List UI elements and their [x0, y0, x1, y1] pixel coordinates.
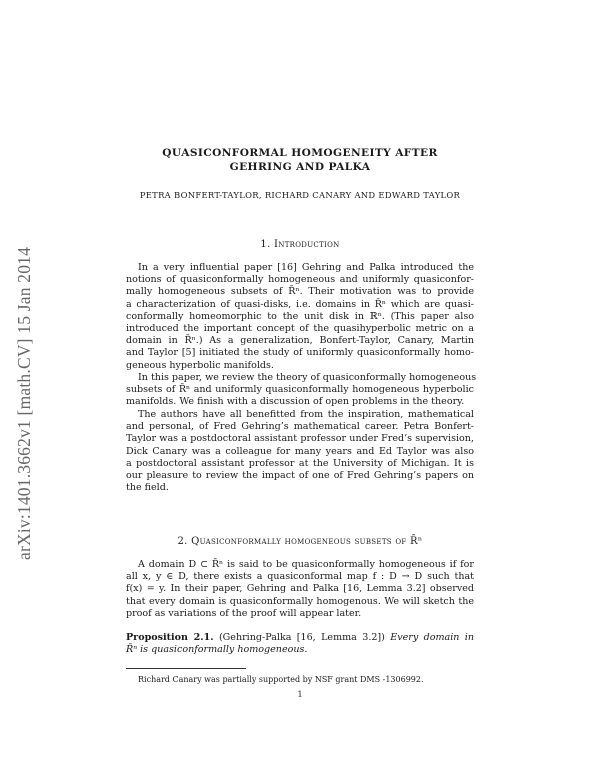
text-line: domain in R̄ⁿ.) As a generalization, Bonfert-Taylor, Canary, Martin	[126, 335, 474, 347]
text-line: our pleasure to review the impact of one of Fred Gehring’s papers on	[126, 469, 474, 481]
arxiv-stamp: arXiv:1401.3662v1 [math.CV] 15 Jan 2014	[14, 246, 34, 560]
paper-title-line-2: GEHRING AND PALKA	[229, 161, 371, 173]
text-line: all x, y ∈ D, there exists a quasiconformal map f : D → D such that	[126, 571, 474, 583]
paper-title-line-1: QUASICONFORMAL HOMOGENEITY AFTER	[162, 147, 438, 159]
proposition-line-2	[126, 644, 474, 656]
proposition-statement-end: R̄ⁿ is quasiconformally homogeneous.	[126, 644, 308, 656]
text-line: geneous hyperbolic manifolds.	[126, 359, 274, 371]
text-line: f(x) = y. In their paper, Gehring and Palka [16, Lemma 3.2] observed	[126, 583, 474, 595]
text-line: a postdoctoral assistant professor at the University of Michigan. It is	[126, 457, 474, 469]
intro-paragraph-3	[126, 409, 474, 494]
text-line: a characterization of quasi-disks, i.e. domains in R̄ⁿ which are quasi-	[126, 298, 474, 310]
section-2-paragraph-1	[126, 559, 474, 620]
text-line: conformally homeomorphic to the unit disk in ℝⁿ. (This paper also	[126, 310, 474, 322]
section-1-heading: 1. Introduction	[260, 239, 340, 250]
proposition-statement-start: Every domain in	[390, 632, 474, 643]
text-line: A domain D ⊂ R̄ⁿ is said to be quasiconformally homogeneous if for	[138, 559, 474, 570]
text-line: proof as variations of the proof will appear later.	[126, 607, 362, 619]
text-line: mally homogeneous subsets of R̄ⁿ. Their motivation was to provide	[126, 286, 474, 298]
text-line: and personal, of Fred Gehring’s mathematical career. Petra Bonfert-	[126, 421, 474, 433]
proposition-2-1	[126, 632, 474, 656]
footnote-rule	[126, 668, 246, 669]
text-line: subsets of R̄ⁿ and uniformly quasiconformally homogeneous hyperbolic	[126, 384, 474, 396]
text-line: Taylor was a postdoctoral assistant professor under Fred’s supervision,	[126, 433, 474, 445]
authors: PETRA BONFERT-TAYLOR, RICHARD CANARY AND EDWARD TAYLOR	[139, 190, 461, 200]
footnote: Richard Canary was partially supported by NSF grant DMS -1306992.	[138, 675, 424, 684]
text-line: that every domain is quasiconformally homogenous. We will sketch the	[126, 595, 474, 607]
proposition-line-1	[126, 632, 474, 644]
text-line: manifolds. We finish with a discussion of open problems in the theory.	[126, 396, 465, 408]
text-line: In this paper, we review the theory of quasiconformally homogeneous	[138, 372, 477, 383]
text-line: and Taylor [5] initiated the study of uniformly quasiconformally homo-	[126, 347, 474, 359]
text-line: notions of quasiconformally homogeneous and uniformly quasiconfor-	[126, 274, 474, 286]
text-line: Dick Canary was a colleague for many years and Ed Taylor was also	[126, 445, 474, 457]
page-number: 1	[297, 690, 303, 699]
intro-paragraph-1	[126, 262, 474, 372]
proposition-label: Proposition 2.1.	[126, 632, 214, 643]
text-line: The authors have all benefitted from the inspiration, mathematical	[138, 409, 474, 420]
section-2-heading: 2. Quasiconformally homogeneous subsets of R̄ⁿ	[177, 536, 423, 547]
text-line: the field.	[126, 482, 169, 494]
proposition-citation: (Gehring-Palka [16, Lemma 3.2])	[218, 632, 385, 643]
text-line: In a very influential paper [16] Gehring and Palka introduced the	[138, 262, 474, 273]
text-line: introduced the important concept of the quasihyperbolic metric on a	[126, 322, 474, 334]
intro-paragraph-2	[126, 372, 477, 409]
